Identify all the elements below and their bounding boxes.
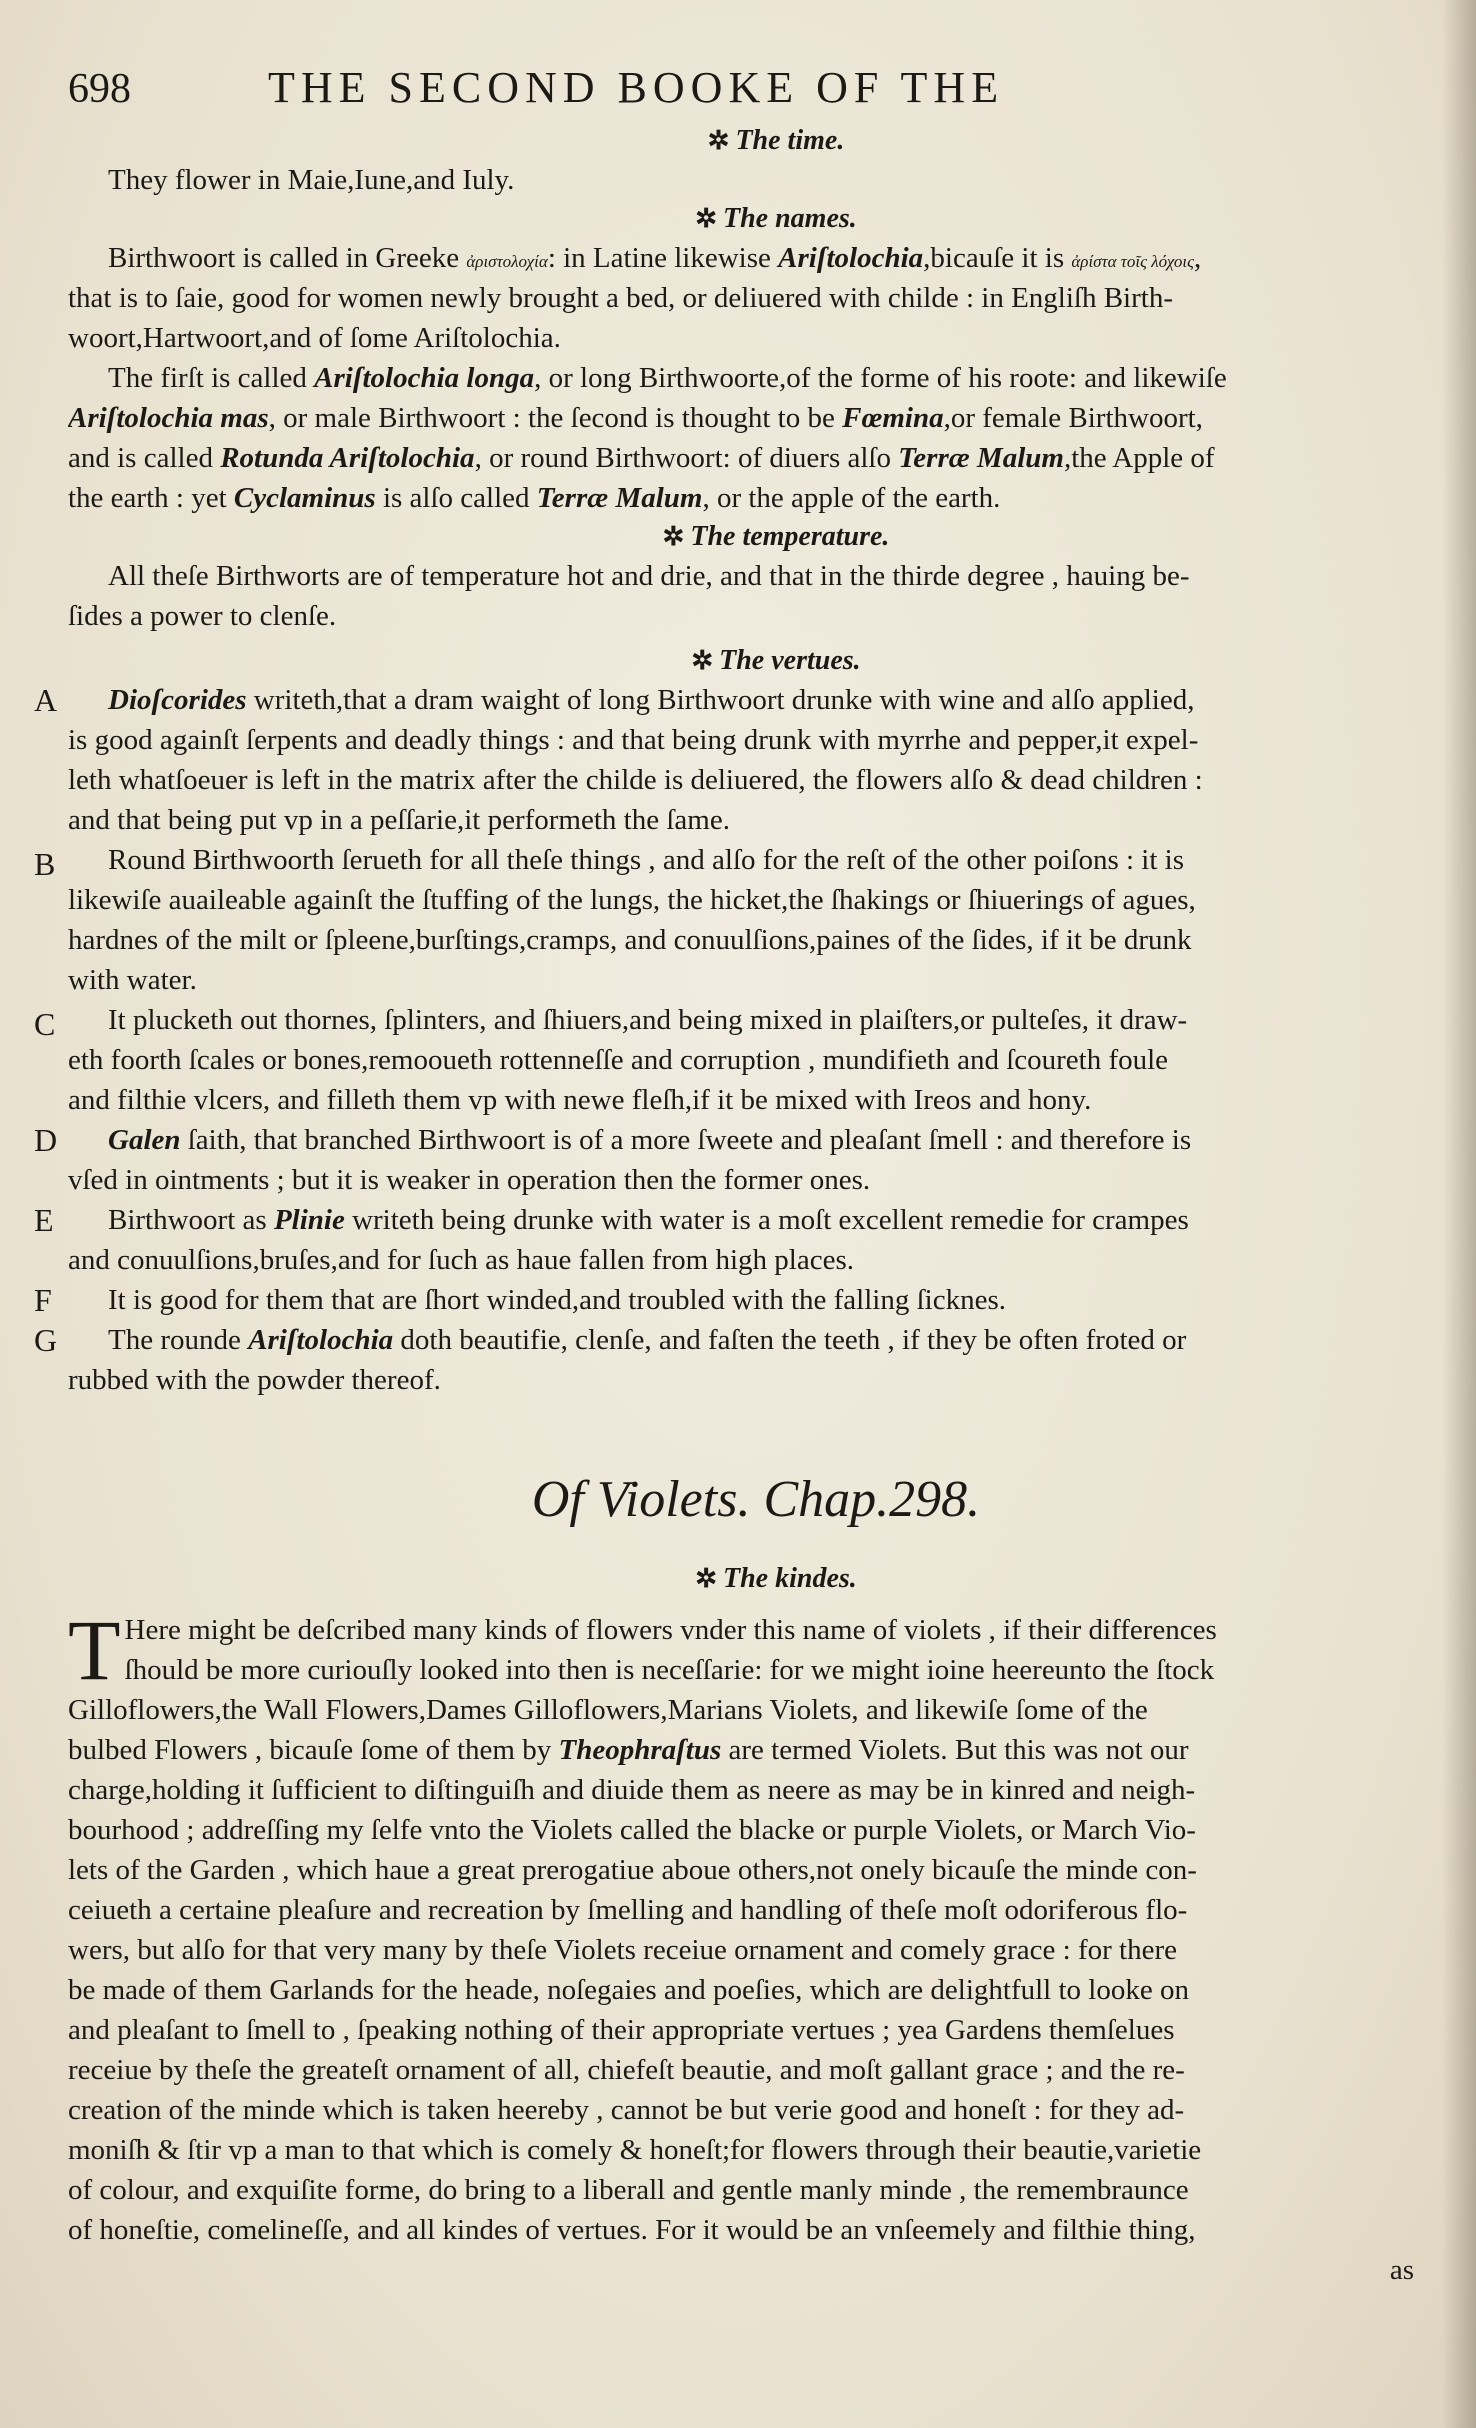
drop-cap: T <box>68 1602 121 1698</box>
text-line: ſides a power to clenſe. <box>68 600 337 632</box>
section-heading-kindes: ✲ The kindes. <box>695 1563 857 1594</box>
vertue-B <box>34 840 1444 1000</box>
vertue-A <box>34 680 1444 840</box>
text-line: lets of the Garden , which haue a great prerogatiue aboue others,not onely bicauſe the minde con- <box>68 1854 1197 1886</box>
text-line: and is called Rotunda Ariſtolochia, or round Birthwoort: of diuers alſo Terræ Malum,the Apple of <box>68 442 1215 474</box>
text-line: The firſt is called Ariſtolochia longa, or long Birthwoorte,of the forme of his roote: and likewiſe <box>108 362 1227 394</box>
margin-letter: F <box>34 1282 52 1318</box>
text-line: likewiſe auaileable againſt the ſtuffing of the lungs, the hicket,the ſhakings or ſhiuerings of agues, <box>68 884 1196 916</box>
text-line: Birthwoort is called in Greeke ἀριστολοχία: in Latine likewise Ariſtolochia,bicauſe it is ἀρίστα τοῖς λόχοις, <box>108 242 1202 274</box>
text-line: rubbed with the powder thereof. <box>68 1364 441 1396</box>
asterism-icon: ✲ <box>707 126 730 155</box>
vertue-G <box>34 1320 1444 1400</box>
page-header <box>68 62 1444 122</box>
margin-letter: G <box>34 1322 58 1358</box>
text-line: vſed in ointments ; but it is weaker in operation then the former ones. <box>68 1164 871 1196</box>
margin-letter: C <box>34 1006 56 1042</box>
text-line: creation of the minde which is taken heereby , cannot be but verie good and honeſt : for they ad- <box>68 2094 1185 2126</box>
vertue-D <box>34 1120 1444 1200</box>
vertue-F <box>34 1280 1444 1320</box>
section-heading-time: ✲ The time. <box>707 125 845 156</box>
section-heading-vertues: ✲ The vertues. <box>691 645 861 676</box>
text-line: and filthie vlcers, and filleth them vp with newe fleſh,if it be mixed with Ireos and hony. <box>68 1084 1092 1116</box>
text-line: the earth : yet Cyclaminus is alſo called Terræ Malum, or the apple of the earth. <box>68 482 1001 514</box>
text-line: It plucketh out thornes, ſplinters, and ſhiuers,and being mixed in plaiſters,or pulteſes, it draw- <box>108 1004 1188 1036</box>
vertue-C <box>34 1000 1444 1120</box>
text-line: that is to ſaie, good for women newly brought a bed, or deliuered with childe : in Engliſh Birth- <box>68 282 1173 314</box>
text-line: Birthwoort as Plinie writeth being drunke with water is a moſt excellent remedie for crampes <box>108 1204 1189 1236</box>
latin-term: Ariſtolochia <box>778 242 924 274</box>
text-line: The rounde Ariſtolochia doth beautifie, clenſe, and faſten the teeth , if they be often froted or <box>108 1324 1187 1356</box>
text-line: wers, but alſo for that very many by theſe Violets receiue ornament and comely grace : for there <box>68 1934 1177 1966</box>
chapter-body <box>68 1602 1444 2290</box>
text-line: eth foorth ſcales or bones,remooueth rottenneſſe and corruption , mundifieth and ſcoureth foule <box>68 1044 1169 1076</box>
text-line: All theſe Birthworts are of temperature hot and drie, and that in the thirde degree , hauing be- <box>108 560 1190 592</box>
running-title: THE SECOND BOOKE OF THE <box>268 63 1005 112</box>
text-line: with water. <box>68 964 197 996</box>
text-line: bourhood ; addreſſing my ſelfe vnto the Violets called the blacke or purple Violets, or March Vio- <box>68 1814 1196 1846</box>
margin-letter: E <box>34 1202 54 1238</box>
text-line: and pleaſant to ſmell to , ſpeaking nothing of their appropriate vertues ; yea Gardens themſelues <box>68 2014 1175 2046</box>
vertue-E <box>34 1200 1444 1280</box>
text-line: is good againſt ſerpents and deadly things : and that being drunk with myrrhe and pepper,it expel- <box>68 724 1199 756</box>
catchword: as <box>1389 2254 1414 2286</box>
asterism-icon: ✲ <box>662 522 685 551</box>
text-line: woort,Hartwoort,and of ſome Ariſtolochia. <box>68 322 561 354</box>
asterism-icon: ✲ <box>695 204 717 233</box>
text-line: leth whatſoeuer is left in the matrix after the childe is deliuered, the flowers alſo & dead children : <box>68 764 1203 796</box>
text-line: ſhould be more curiouſly looked into then is neceſſarie: for we might ioine heereunto the ſtock <box>124 1654 1215 1686</box>
section-heading-temperature: ✲ The temperature. <box>662 521 890 552</box>
margin-letter: B <box>34 846 56 882</box>
text-line: receiue by theſe the greateſt ornament of all, chiefeſt beautie, and moſt gallant grace ; and the re- <box>68 2054 1185 2086</box>
text-line: Round Birthwoorth ſerueth for all theſe things , and alſo for the reſt of the other poiſons : it is <box>108 844 1185 876</box>
text-line: and conuulſions,bruſes,and for ſuch as haue fallen from high places. <box>68 1244 854 1276</box>
text-line: Ariſtolochia mas, or male Birthwoort : the ſecond is thought to be Fœmina,or female Birthwoort, <box>68 402 1203 434</box>
text-line: and that being put vp in a peſſarie,it performeth the ſame. <box>68 804 730 836</box>
text-line: ceiueth a certaine pleaſure and recreation by ſmelling and handling of theſe moſt odoriferous flo- <box>68 1894 1188 1926</box>
text-line: Here might be deſcribed many kinds of flowers vnder this name of violets , if their differences <box>124 1614 1217 1646</box>
text-line: They flower in Maie,Iune,and Iuly. <box>108 164 515 196</box>
page-spine-shadow <box>1442 0 1476 2428</box>
section-heading-names: ✲ The names. <box>695 203 857 234</box>
text-line: charge,holding it ſufficient to diſtinguiſh and diuide them as neere as may be in kinred and neigh- <box>68 1774 1196 1806</box>
margin-letter: D <box>34 1122 58 1158</box>
margin-letter: A <box>34 682 58 718</box>
text-line: hardnes of the milt or ſpleene,burſtings,cramps, and conuulſions,paines of the ſides, if it be drunk <box>68 924 1192 956</box>
text-line: moniſh & ſtir vp a man to that which is comely & honeſt;for flowers through their beautie,varietie <box>68 2134 1202 2166</box>
text-line: be made of them Garlands for the heade, noſegaies and poeſies, which are delightfull to looke on <box>68 1974 1189 2006</box>
text-line: It is good for them that are ſhort winded,and troubled with the falling ſicknes. <box>108 1284 1006 1316</box>
greek-phrase: ἀρίστα τοῖς λόχοις <box>1071 252 1195 271</box>
text-line: Gilloflowers,the Wall Flowers,Dames Gilloflowers,Marians Violets, and likewiſe ſome of the <box>68 1694 1148 1726</box>
text-line: of colour, and exquiſite forme, do bring to a liberall and gentle manly minde , the remembraunce <box>68 2174 1189 2206</box>
page-number: 698 <box>68 66 131 112</box>
greek-word: ἀριστολοχία <box>466 252 548 271</box>
asterism-icon: ✲ <box>695 1564 717 1593</box>
asterism-icon: ✲ <box>691 646 714 675</box>
chapter-title: Of Violets. Chap.298. <box>531 1471 981 1528</box>
text-line: bulbed Flowers , bicauſe ſome of them by Theophraſtus are termed Violets. But this was not our <box>68 1734 1189 1766</box>
text-line: Galen ſaith, that branched Birthwoort is of a more ſweete and pleaſant ſmell : and therefore is <box>108 1124 1192 1156</box>
text-line: of honeſtie, comelineſſe, and all kindes of vertues. For it would be an vnſeemely and filthie thing, <box>68 2214 1196 2246</box>
text-line: Dioſcorides writeth,that a dram waight of long Birthwoort drunke with wine and alſo applied, <box>108 684 1195 716</box>
